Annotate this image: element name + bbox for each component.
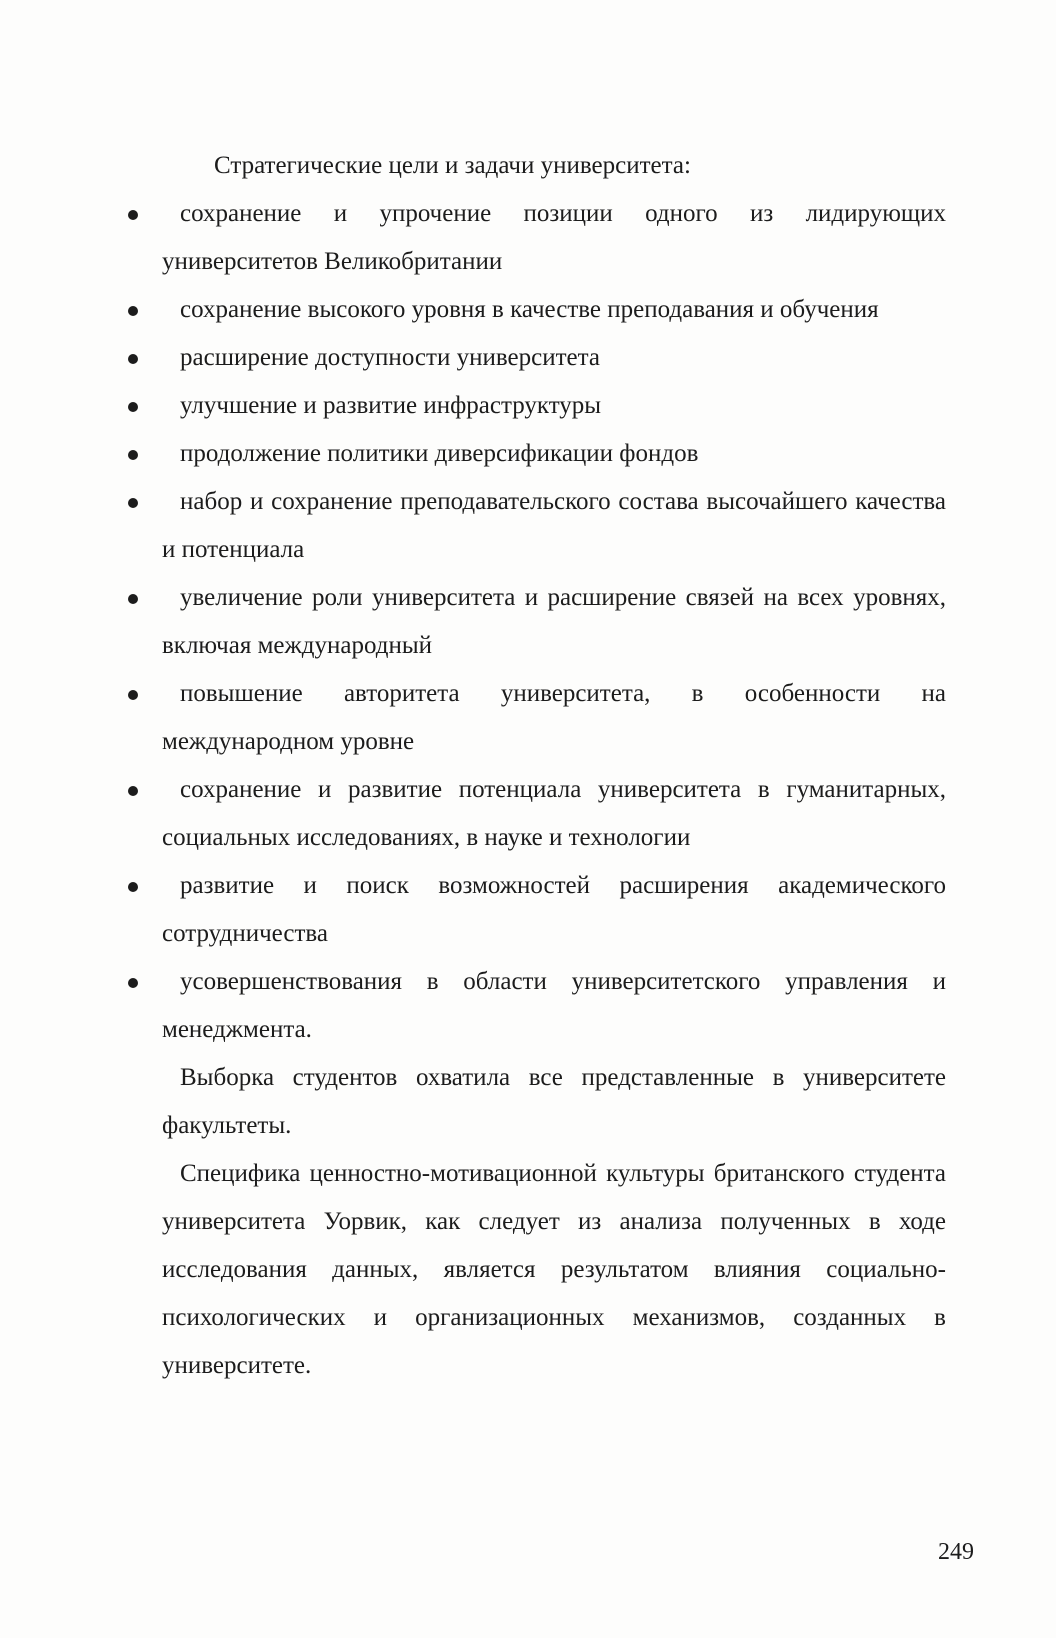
list-item-text: усовершенствования в области университетского управления и менеджмента. [162,968,946,1043]
list-item [162,478,946,574]
body-paragraph: Специфика ценностно-мотивационной культуры британского студента университета Уорвик, как следует из анализа полученных в ходе исследования данных, является результатом влияния социально-психологических и организационных механизмов, созданных в университете. [162,1160,946,1379]
list-item-text: повышение авторитета университета, в особенности на международном уровне [162,680,946,755]
page-body [162,142,946,1390]
list-item-text: продолжение политики диверсификации фондов [180,440,699,467]
list-item [162,766,946,862]
list-item-text: сохранение высокого уровня в качестве преподавания и обучения [180,296,879,323]
list-item-text: улучшение и развитие инфраструктуры [180,392,602,419]
bullet-icon [128,210,138,220]
bullet-icon [128,354,138,364]
page-number: 249 [938,1539,974,1565]
list-item [162,430,946,478]
list-item-text: сохранение и развитие потенциала университета в гуманитарных, социальных исследованиях, в науке и технологии [162,776,946,851]
section-heading: Стратегические цели и задачи университета: [214,152,691,179]
body-paragraph: Выборка студентов охватила все представленные в университете факультеты. [162,1064,946,1139]
list-item [162,286,946,334]
list-item [162,958,946,1054]
bullet-icon [128,786,138,796]
bullet-icon [128,690,138,700]
list-item [162,670,946,766]
list-item [162,190,946,286]
list-item [162,862,946,958]
list-item [162,334,946,382]
list-item [162,382,946,430]
list-item-text: набор и сохранение преподавательского состава высочайшего качества и потенциала [162,488,946,563]
bullet-icon [128,306,138,316]
list-item-text: сохранение и упрочение позиции одного из лидирующих университетов Великобритании [162,200,946,275]
list-item-text: развитие и поиск возможностей расширения академического сотрудничества [162,872,946,947]
bullet-icon [128,882,138,892]
bullet-icon [128,402,138,412]
list-item [162,574,946,670]
bullet-icon [128,450,138,460]
list-item-text: расширение доступности университета [180,344,600,371]
bullet-icon [128,978,138,988]
goals-list [162,190,946,1054]
bullet-icon [128,594,138,604]
bullet-icon [128,498,138,508]
list-item-text: увеличение роли университета и расширение связей на всех уровнях, включая международный [162,584,946,659]
